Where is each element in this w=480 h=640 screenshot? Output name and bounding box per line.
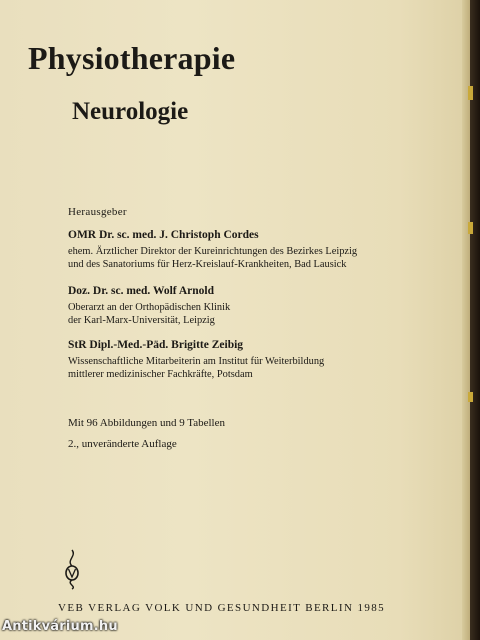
editor-affiliation-line: mittlerer medizinischer Fachkräfte, Potsdam [68,369,253,380]
book-subtitle: Neurologie [72,98,189,125]
illustrations-note: Mit 96 Abbildungen und 9 Tabellen [68,417,225,429]
editor-name: StR Dipl.-Med.-Päd. Brigitte Zeibig [68,339,244,351]
editor-entry [68,284,458,327]
editor-affiliation-line: ehem. Ärztlicher Direktor der Kureinrichtungen des Bezirkes Leipzig [68,246,358,257]
book-title: Physiotherapie [28,40,236,76]
editor-affiliation-line: Oberarzt an der Orthopädischen Klinik [68,302,231,313]
edge-color-mark [468,222,473,234]
watermark-text: Antikvárium.hu [2,619,118,634]
editor-entry [68,338,458,381]
editor-entry [68,228,458,271]
editors-label: Herausgeber [68,206,127,218]
editors-label-block [68,206,458,218]
publisher-imprint: VEB VERLAG VOLK UND GESUNDHEIT BERLIN 1985 [58,602,386,614]
editor-affiliation-line: der Karl-Marx-Universität, Leipzig [68,315,215,326]
edition-note: 2., unveränderte Auflage [68,438,177,450]
illustrations-note-block [68,417,458,429]
edge-color-mark [468,86,473,100]
editor-affiliation-line: und des Sanatoriums für Herz-Kreislauf-Krankheiten, Bad Lausick [68,259,347,270]
vg-publisher-logo-icon [62,548,82,590]
edition-note-block [68,438,458,450]
editor-affiliation-line: Wissenschaftliche Mitarbeiterin am Institut für Weiterbildung [68,356,325,367]
editor-name: OMR Dr. sc. med. J. Christoph Cordes [68,229,259,241]
edge-color-mark [468,392,473,402]
editor-name: Doz. Dr. sc. med. Wolf Arnold [68,285,214,297]
